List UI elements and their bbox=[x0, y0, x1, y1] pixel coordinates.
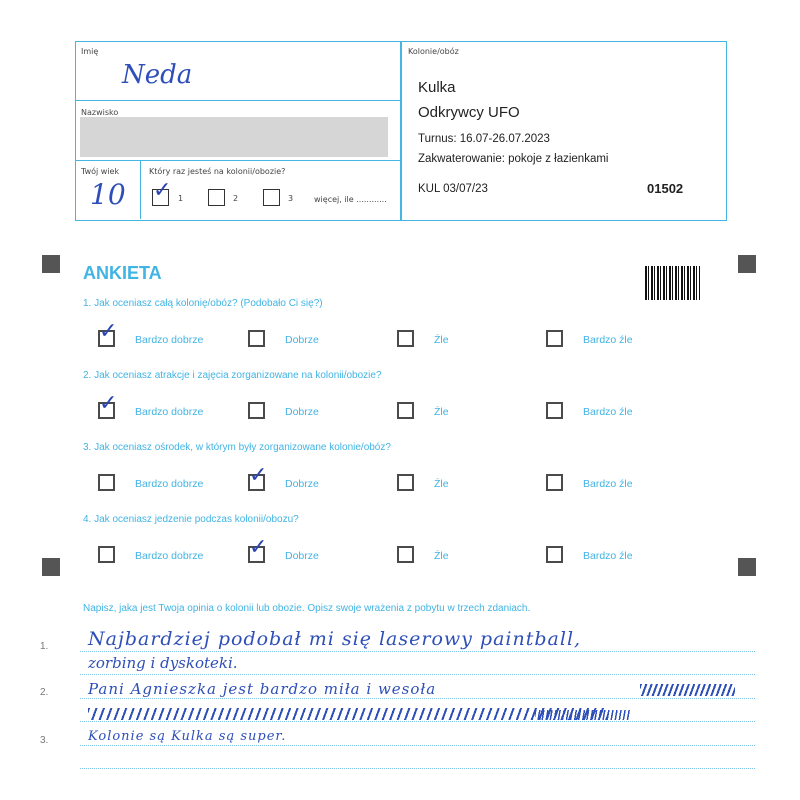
q2-option-label-3: Źle bbox=[434, 406, 449, 418]
q3-option-label-4: Bardzo źle bbox=[583, 478, 633, 490]
writing-line bbox=[80, 768, 755, 769]
q1-option-label-2: Dobrze bbox=[285, 334, 319, 346]
check-mark-icon: ✓ bbox=[153, 178, 172, 203]
writing-line bbox=[80, 651, 755, 652]
check-mark-icon: ✓ bbox=[99, 319, 118, 344]
opinion-line-3: Pani Agnieszka jest bardzo miła i wesoła bbox=[88, 680, 437, 698]
opinion-line-4: Kolonie są Kulka są super. bbox=[88, 729, 287, 744]
q2-option-label-2: Dobrze bbox=[285, 406, 319, 418]
camp-code: KUL 03/07/23 bbox=[418, 183, 488, 195]
scribble bbox=[88, 708, 608, 720]
line-number: 3. bbox=[40, 735, 49, 746]
q2-checkbox-4[interactable] bbox=[546, 402, 563, 419]
question-2: 2. Jak oceniasz atrakcje i zajęcia zorganizowane na kolonii/obozie? bbox=[83, 370, 382, 381]
first-name-label: Imię bbox=[81, 47, 99, 56]
q1-option-label-3: Źle bbox=[434, 334, 449, 346]
question-3: 3. Jak oceniasz ośrodek, w którym były zorganizowane kolonie/obóz? bbox=[83, 442, 391, 453]
line-number: 1. bbox=[40, 641, 49, 652]
q4-checkbox-4[interactable] bbox=[546, 546, 563, 563]
times-label: Który raz jesteś na kolonii/obozie? bbox=[149, 167, 286, 176]
times-option-2: 2 bbox=[233, 194, 239, 203]
opinion-line-2: zorbing i dyskoteki. bbox=[88, 654, 238, 672]
writing-line bbox=[80, 674, 755, 675]
check-mark-icon: ✓ bbox=[249, 535, 268, 560]
q2-option-label-4: Bardzo źle bbox=[583, 406, 633, 418]
q2-option-label-1: Bardzo dobrze bbox=[135, 406, 204, 418]
q2-checkbox-2[interactable] bbox=[248, 402, 265, 419]
q1-option-label-4: Bardzo źle bbox=[583, 334, 633, 346]
q4-checkbox-1[interactable] bbox=[98, 546, 115, 563]
turnus: Turnus: 16.07-26.07.2023 bbox=[418, 133, 550, 145]
times-option-1: 1 bbox=[178, 194, 184, 203]
camp-name: Kulka bbox=[418, 79, 456, 96]
check-mark-icon: ✓ bbox=[99, 391, 118, 416]
q1-option-label-1: Bardzo dobrze bbox=[135, 334, 204, 346]
divider bbox=[140, 160, 141, 219]
age-value: 10 bbox=[90, 178, 126, 211]
accommodation: Zakwaterowanie: pokoje z łazienkami bbox=[418, 153, 609, 165]
registration-mark bbox=[738, 255, 756, 273]
first-name-value: Neda bbox=[122, 60, 193, 90]
survey-title: ANKIETA bbox=[83, 263, 162, 283]
opinion-line-1: Najbardziej podobał mi się laserowy paintball, bbox=[88, 628, 582, 650]
q4-option-label-1: Bardzo dobrze bbox=[135, 550, 204, 562]
q3-option-label-3: Źle bbox=[434, 478, 449, 490]
divider bbox=[75, 100, 400, 101]
age-label: Twój wiek bbox=[81, 167, 120, 176]
times-checkbox-3[interactable] bbox=[263, 189, 280, 206]
q4-option-label-4: Bardzo źle bbox=[583, 550, 633, 562]
camp-label: Kolonie/obóz bbox=[408, 47, 459, 56]
check-mark-icon: ✓ bbox=[249, 463, 268, 488]
writing-line bbox=[80, 721, 755, 722]
opinion-prompt: Napisz, jaka jest Twoja opinia o kolonii lub obozie. Opisz swoje wrażenia z pobytu w trzech zdaniach. bbox=[83, 603, 531, 614]
q3-option-label-1: Bardzo dobrze bbox=[135, 478, 204, 490]
q1-checkbox-2[interactable] bbox=[248, 330, 265, 347]
registration-mark bbox=[42, 558, 60, 576]
line-number: 2. bbox=[40, 687, 49, 698]
writing-line bbox=[80, 698, 755, 699]
q1-checkbox-3[interactable] bbox=[397, 330, 414, 347]
registration-mark bbox=[42, 255, 60, 273]
form-number: 01502 bbox=[647, 181, 684, 196]
times-checkbox-2[interactable] bbox=[208, 189, 225, 206]
divider bbox=[75, 160, 400, 161]
writing-line bbox=[80, 745, 755, 746]
times-option-3: 3 bbox=[288, 194, 294, 203]
camp-program: Odkrywcy UFO bbox=[418, 104, 520, 121]
q4-option-label-3: Źle bbox=[434, 550, 449, 562]
scribble bbox=[640, 684, 735, 696]
q3-checkbox-3[interactable] bbox=[397, 474, 414, 491]
question-1: 1. Jak oceniasz całą kolonię/obóz? (Podobało Ci się?) bbox=[83, 298, 323, 309]
q3-option-label-2: Dobrze bbox=[285, 478, 319, 490]
q1-checkbox-4[interactable] bbox=[546, 330, 563, 347]
q3-checkbox-1[interactable] bbox=[98, 474, 115, 491]
times-more: więcej, ile ............ bbox=[314, 195, 387, 204]
redacted-last-name bbox=[80, 117, 388, 157]
q4-checkbox-3[interactable] bbox=[397, 546, 414, 563]
scribble bbox=[535, 710, 630, 720]
registration-mark bbox=[738, 558, 756, 576]
last-name-label: Nazwisko bbox=[81, 108, 119, 117]
q4-option-label-2: Dobrze bbox=[285, 550, 319, 562]
question-4: 4. Jak oceniasz jedzenie podczas kolonii/obozu? bbox=[83, 514, 299, 525]
q2-checkbox-3[interactable] bbox=[397, 402, 414, 419]
q3-checkbox-4[interactable] bbox=[546, 474, 563, 491]
barcode bbox=[645, 266, 700, 300]
